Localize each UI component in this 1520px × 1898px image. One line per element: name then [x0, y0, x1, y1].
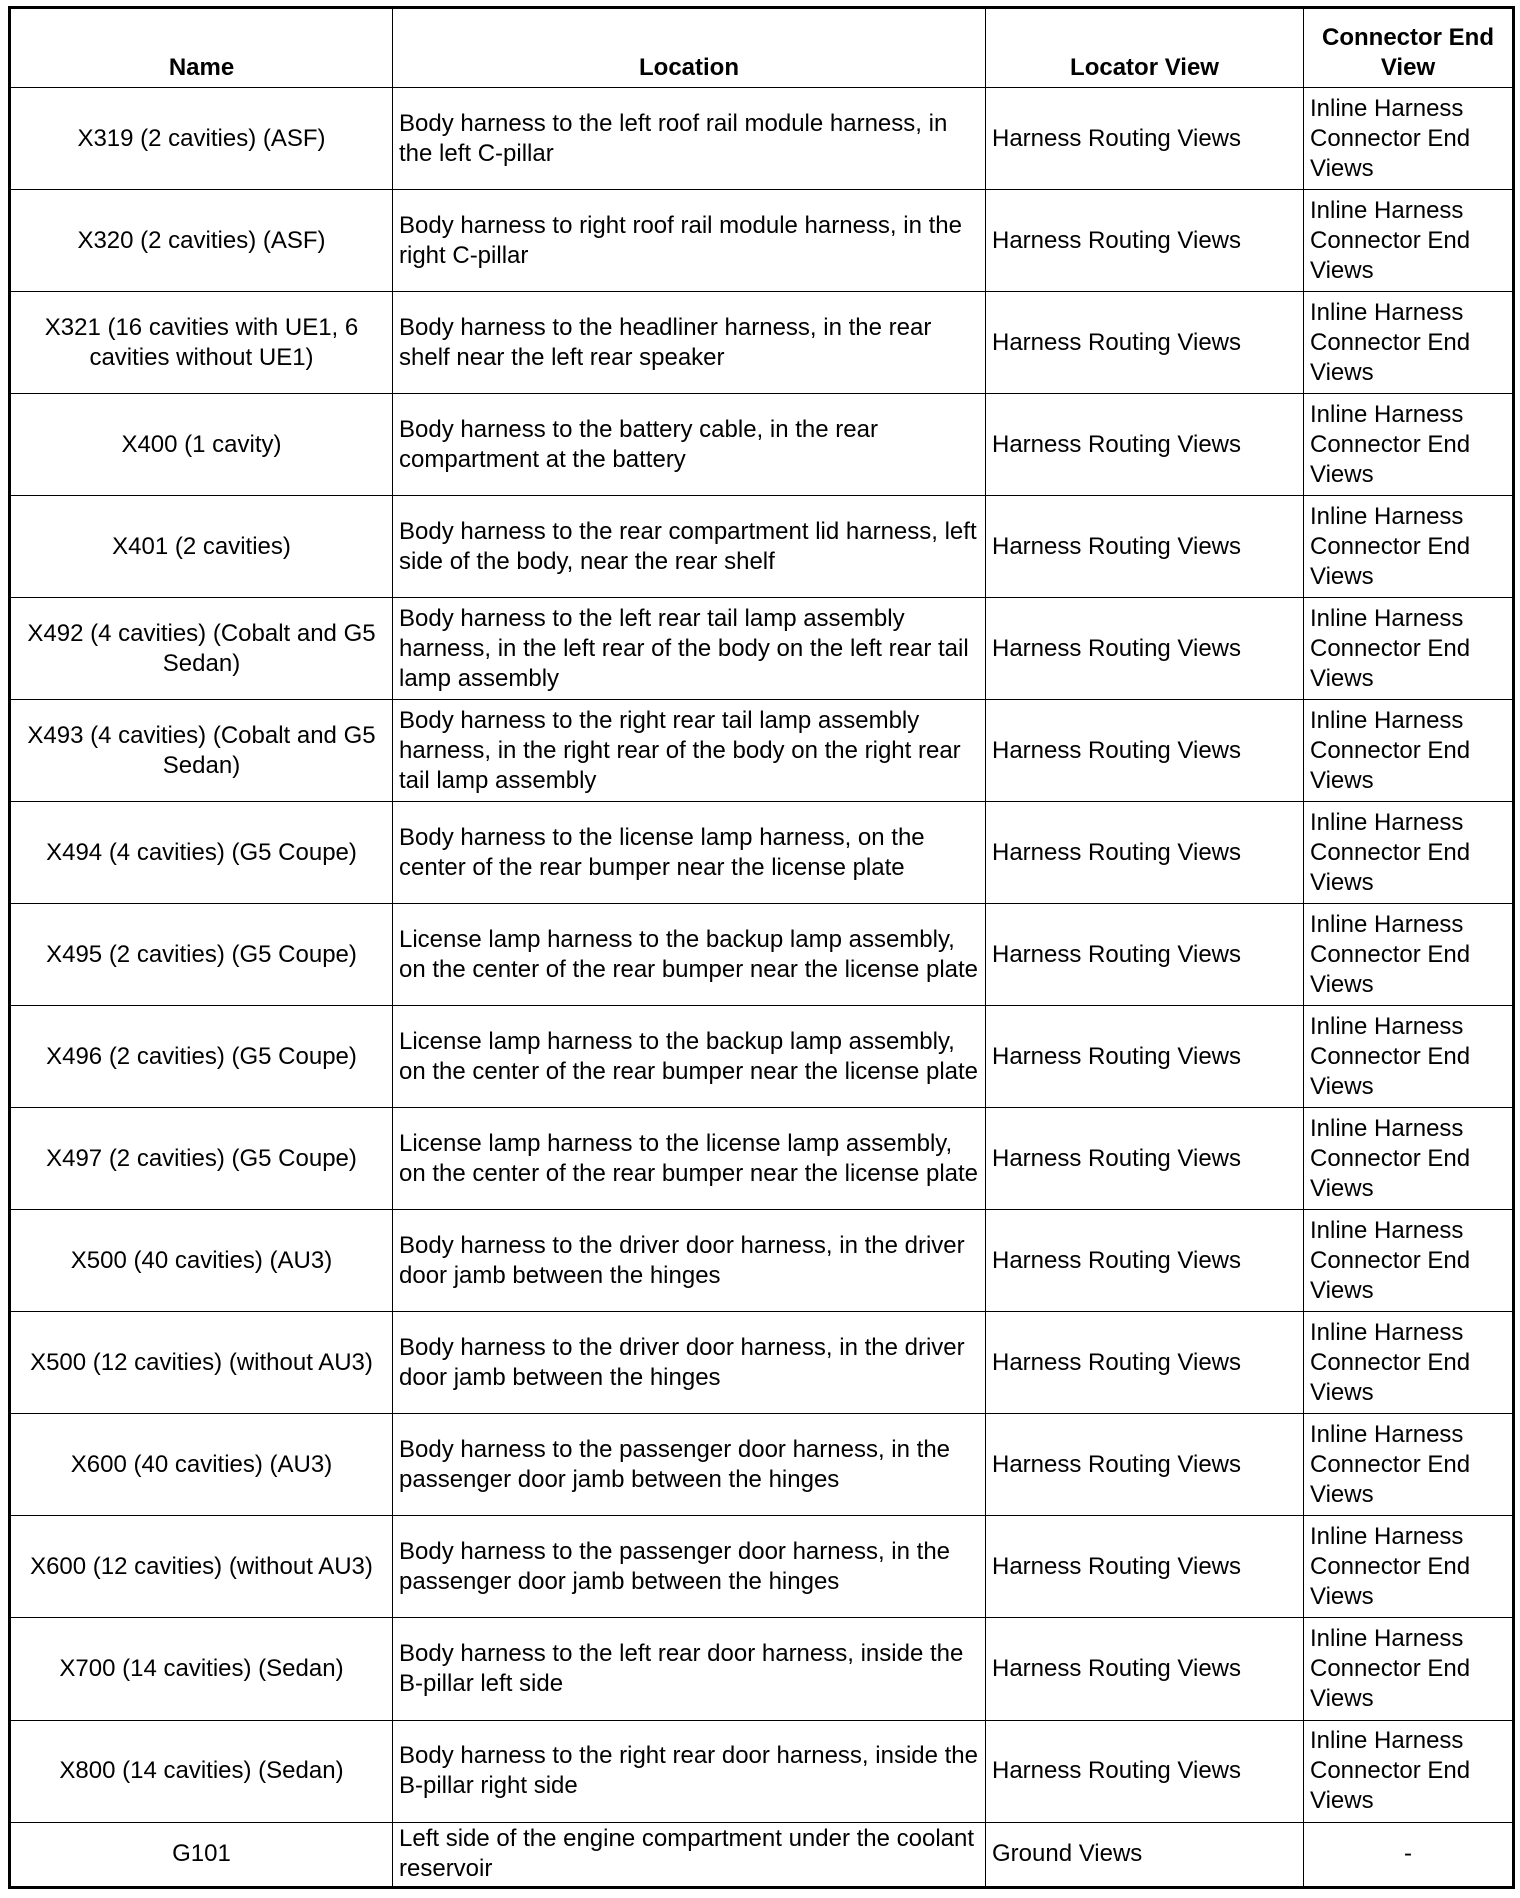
- locator-view-link[interactable]: Harness Routing Views: [986, 598, 1304, 700]
- name-cell: X800 (14 cavities) (Sedan): [10, 1720, 393, 1822]
- location-cell: Body harness to right roof rail module harness, in the right C-pillar: [393, 190, 986, 292]
- locator-view-link[interactable]: Harness Routing Views: [986, 700, 1304, 802]
- locator-view-link[interactable]: Harness Routing Views: [986, 1006, 1304, 1108]
- connector-end-view-link[interactable]: Inline Harness Connector End Views: [1304, 1312, 1514, 1414]
- name-cell: X401 (2 cavities): [10, 496, 393, 598]
- header-locator-view: Locator View: [986, 8, 1304, 88]
- connector-end-view-link[interactable]: Inline Harness Connector End Views: [1304, 598, 1514, 700]
- table-row: [10, 1210, 1514, 1312]
- connector-table: [8, 6, 1515, 1889]
- name-cell: X400 (1 cavity): [10, 394, 393, 496]
- table-row: [10, 1312, 1514, 1414]
- table-row: [10, 700, 1514, 802]
- name-cell: X320 (2 cavities) (ASF): [10, 190, 393, 292]
- location-cell: Body harness to the passenger door harness, in the passenger door jamb between the hinges: [393, 1516, 986, 1618]
- header-name: Name: [10, 8, 393, 88]
- name-cell: X496 (2 cavities) (G5 Coupe): [10, 1006, 393, 1108]
- name-cell: X321 (16 cavities with UE1, 6 cavities without UE1): [10, 292, 393, 394]
- table-row: [10, 1006, 1514, 1108]
- locator-view-link[interactable]: Harness Routing Views: [986, 292, 1304, 394]
- location-cell: Body harness to the license lamp harness, on the center of the rear bumper near the license plate: [393, 802, 986, 904]
- name-cell: X319 (2 cavities) (ASF): [10, 88, 393, 190]
- connector-end-view-link[interactable]: Inline Harness Connector End Views: [1304, 88, 1514, 190]
- connector-end-view-link[interactable]: Inline Harness Connector End Views: [1304, 1618, 1514, 1720]
- name-cell: X600 (40 cavities) (AU3): [10, 1414, 393, 1516]
- locator-view-link[interactable]: Ground Views: [986, 1822, 1304, 1887]
- connector-end-view-link[interactable]: Inline Harness Connector End Views: [1304, 1414, 1514, 1516]
- location-cell: Body harness to the headliner harness, in the rear shelf near the left rear speaker: [393, 292, 986, 394]
- header-location: Location: [393, 8, 986, 88]
- table-row: [10, 598, 1514, 700]
- connector-end-view-link[interactable]: Inline Harness Connector End Views: [1304, 1108, 1514, 1210]
- name-cell: X497 (2 cavities) (G5 Coupe): [10, 1108, 393, 1210]
- connector-end-view-link[interactable]: Inline Harness Connector End Views: [1304, 1210, 1514, 1312]
- table-row: [10, 1414, 1514, 1516]
- table-row: [10, 88, 1514, 190]
- header-row: [10, 8, 1514, 88]
- table-row: [10, 394, 1514, 496]
- locator-view-link[interactable]: Harness Routing Views: [986, 1414, 1304, 1516]
- locator-view-link[interactable]: Harness Routing Views: [986, 1210, 1304, 1312]
- location-cell: Body harness to the rear compartment lid harness, left side of the body, near the rear shelf: [393, 496, 986, 598]
- locator-view-link[interactable]: Harness Routing Views: [986, 190, 1304, 292]
- location-cell: Body harness to the left rear tail lamp assembly harness, in the left rear of the body on the left rear tail lamp assembly: [393, 598, 986, 700]
- location-cell: License lamp harness to the license lamp assembly, on the center of the rear bumper near the license plate: [393, 1108, 986, 1210]
- connector-end-view-link[interactable]: Inline Harness Connector End Views: [1304, 292, 1514, 394]
- table-header: [10, 8, 1514, 88]
- table-row: [10, 1618, 1514, 1720]
- location-cell: Left side of the engine compartment under the coolant reservoir: [393, 1822, 986, 1887]
- location-cell: Body harness to the right rear tail lamp assembly harness, in the right rear of the body on the right rear tail lamp assembly: [393, 700, 986, 802]
- location-cell: Body harness to the right rear door harness, inside the B-pillar right side: [393, 1720, 986, 1822]
- connector-end-view-link[interactable]: Inline Harness Connector End Views: [1304, 1006, 1514, 1108]
- header-connector-end-view: Connector End View: [1304, 8, 1514, 88]
- locator-view-link[interactable]: Harness Routing Views: [986, 904, 1304, 1006]
- connector-end-view-link[interactable]: Inline Harness Connector End Views: [1304, 802, 1514, 904]
- table-row: [10, 496, 1514, 598]
- name-cell: X495 (2 cavities) (G5 Coupe): [10, 904, 393, 1006]
- locator-view-link[interactable]: Harness Routing Views: [986, 1108, 1304, 1210]
- table-row: [10, 190, 1514, 292]
- connector-end-view-link[interactable]: Inline Harness Connector End Views: [1304, 394, 1514, 496]
- name-cell: X493 (4 cavities) (Cobalt and G5 Sedan): [10, 700, 393, 802]
- table-row: [10, 1516, 1514, 1618]
- location-cell: Body harness to the left roof rail module harness, in the left C-pillar: [393, 88, 986, 190]
- name-cell: X494 (4 cavities) (G5 Coupe): [10, 802, 393, 904]
- locator-view-link[interactable]: Harness Routing Views: [986, 1312, 1304, 1414]
- location-cell: Body harness to the battery cable, in the rear compartment at the battery: [393, 394, 986, 496]
- connector-end-view-link[interactable]: Inline Harness Connector End Views: [1304, 1516, 1514, 1618]
- table-row: [10, 802, 1514, 904]
- connector-end-view-link[interactable]: Inline Harness Connector End Views: [1304, 700, 1514, 802]
- name-cell: X500 (12 cavities) (without AU3): [10, 1312, 393, 1414]
- location-cell: License lamp harness to the backup lamp assembly, on the center of the rear bumper near the license plate: [393, 904, 986, 1006]
- locator-view-link[interactable]: Harness Routing Views: [986, 394, 1304, 496]
- location-cell: Body harness to the driver door harness, in the driver door jamb between the hinges: [393, 1210, 986, 1312]
- name-cell: X600 (12 cavities) (without AU3): [10, 1516, 393, 1618]
- table-row: [10, 904, 1514, 1006]
- locator-view-link[interactable]: Harness Routing Views: [986, 1618, 1304, 1720]
- connector-end-view-none: -: [1304, 1822, 1514, 1887]
- locator-view-link[interactable]: Harness Routing Views: [986, 88, 1304, 190]
- name-cell: X500 (40 cavities) (AU3): [10, 1210, 393, 1312]
- connector-end-view-link[interactable]: Inline Harness Connector End Views: [1304, 904, 1514, 1006]
- locator-view-link[interactable]: Harness Routing Views: [986, 1720, 1304, 1822]
- connector-end-view-link[interactable]: Inline Harness Connector End Views: [1304, 1720, 1514, 1822]
- location-cell: License lamp harness to the backup lamp assembly, on the center of the rear bumper near the license plate: [393, 1006, 986, 1108]
- locator-view-link[interactable]: Harness Routing Views: [986, 1516, 1304, 1618]
- name-cell: X492 (4 cavities) (Cobalt and G5 Sedan): [10, 598, 393, 700]
- connector-end-view-link[interactable]: Inline Harness Connector End Views: [1304, 190, 1514, 292]
- table-row: [10, 1108, 1514, 1210]
- location-cell: Body harness to the left rear door harness, inside the B-pillar left side: [393, 1618, 986, 1720]
- table-row: [10, 292, 1514, 394]
- name-cell: X700 (14 cavities) (Sedan): [10, 1618, 393, 1720]
- table-body: [10, 88, 1514, 1888]
- connector-end-view-link[interactable]: Inline Harness Connector End Views: [1304, 496, 1514, 598]
- name-cell: G101: [10, 1822, 393, 1887]
- connector-table-container: [8, 6, 1512, 1889]
- table-row: [10, 1822, 1514, 1887]
- table-row: [10, 1720, 1514, 1822]
- location-cell: Body harness to the passenger door harness, in the passenger door jamb between the hinges: [393, 1414, 986, 1516]
- locator-view-link[interactable]: Harness Routing Views: [986, 802, 1304, 904]
- location-cell: Body harness to the driver door harness, in the driver door jamb between the hinges: [393, 1312, 986, 1414]
- locator-view-link[interactable]: Harness Routing Views: [986, 496, 1304, 598]
